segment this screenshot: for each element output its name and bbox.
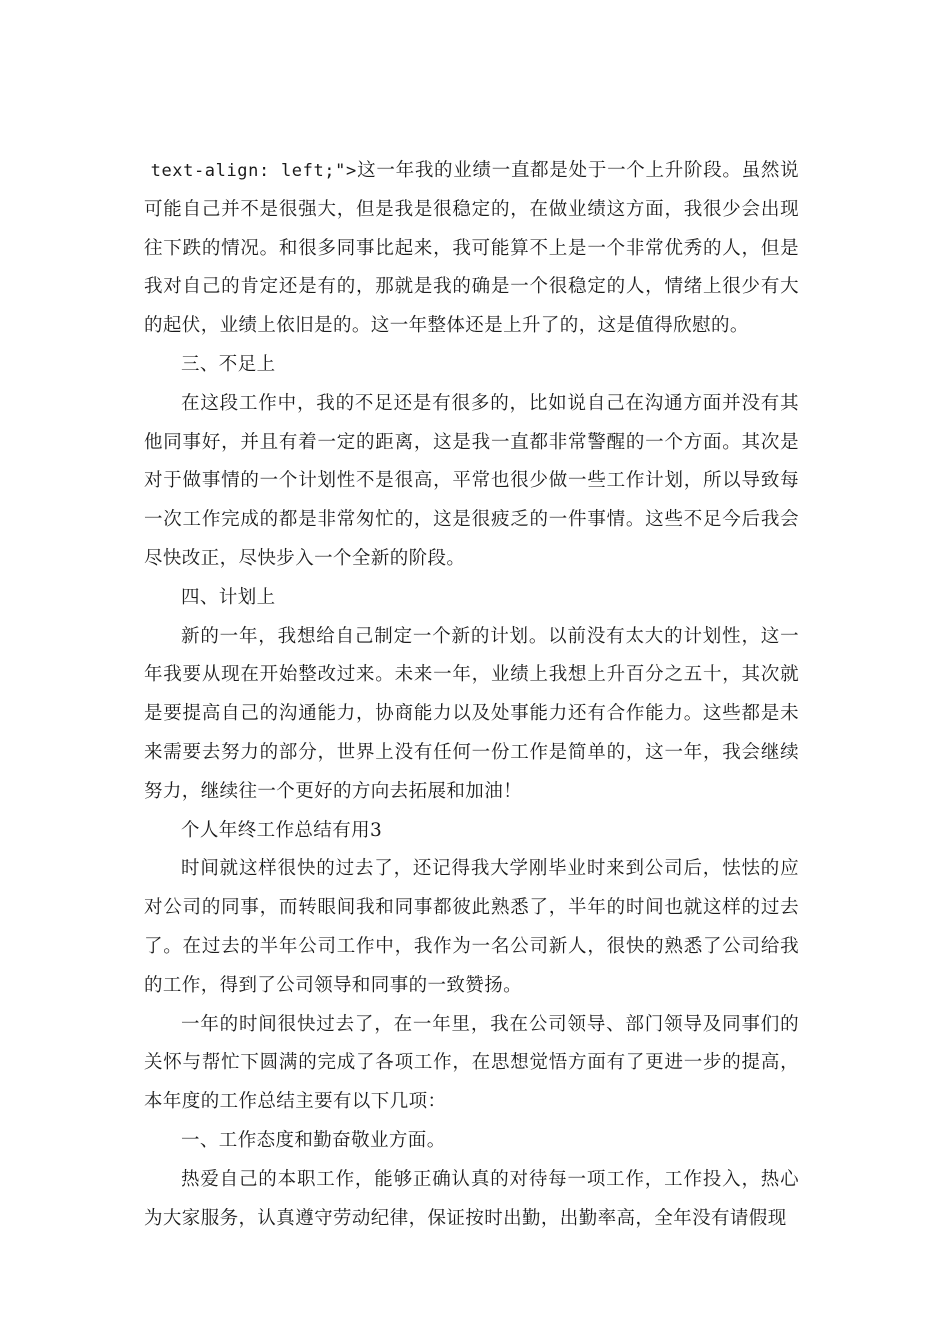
heading-plan: 四、计划上 <box>181 586 276 608</box>
heading-work-attitude: 一、工作态度和勤奋敬业方面。 <box>181 1129 446 1151</box>
paragraph-performance-text: 这一年我的业绩一直都是处于一个上升阶段。虽然说可能自己并不是很强大，但是我是很稳定的，在做业绩这方面，我很少会出现往下跌的情况。和很多同事比起来，我可能算不上是一个非常优秀的人，但是我对自己的肯定还是有的，那就是我的确是一个很稳定的人，情绪上很少有大的起伏，业绩上依旧是的。这一年整体还是上升了的，这是值得欣慰的。 <box>144 160 800 337</box>
paragraph-performance <box>144 152 799 346</box>
paragraph-plan: 新的一年，我想给自己制定一个新的计划。以前没有太大的计划性，这一年我要从现在开始整改过来。未来一年，业绩上我想上升百分之五十，其次就是要提高自己的沟通能力，协商能力以及处事能力还有合作能力。这些都是未来需要去努力的部分，世界上没有任何一份工作是简单的，这一年，我会继续努力，继续往一个更好的方向去拓展和加油！ <box>144 625 799 802</box>
stray-markup-fragment: text-align: left;"> <box>150 161 357 181</box>
heading-shortcomings: 三、不足上 <box>181 353 276 375</box>
paragraph-love-work: 热爱自己的本职工作，能够正确认真的对待每一项工作，工作投入，热心为大家服务，认真遵守劳动纪律，保证按时出勤，出勤率高，全年没有请假现 <box>144 1168 799 1229</box>
paragraph-time: 时间就这样很快的过去了，还记得我大学刚毕业时来到公司后，怯怯的应对公司的同事，而转眼间我和同事都彼此熟悉了，半年的时间也就这样的过去了。在过去的半年公司工作中，我作为一名公司新人，很快的熟悉了公司给我的工作，得到了公司领导和同事的一致赞扬。 <box>144 858 799 996</box>
heading-summary-3: 个人年终工作总结有用3 <box>181 819 383 841</box>
paragraph-year: 一年的时间很快过去了，在一年里，我在公司领导、部门领导及同事们的关怀与帮忙下圆满的完成了各项工作，在思想觉悟方面有了更进一步的提高，本年度的工作总结主要有以下几项： <box>144 1013 799 1113</box>
paragraph-shortcomings: 在这段工作中，我的不足还是有很多的，比如说自己在沟通方面并没有其他同事好，并且有着一定的距离，这是我一直都非常警醒的一个方面。其次是对于做事情的一个计划性不是很高，平常也很少做一些工作计划，所以导致每一次工作完成的都是非常匆忙的，这是很疲乏的一件事情。这些不足今后我会尽快改正，尽快步入一个全新的阶段。 <box>144 392 799 569</box>
document-body <box>144 152 799 1238</box>
